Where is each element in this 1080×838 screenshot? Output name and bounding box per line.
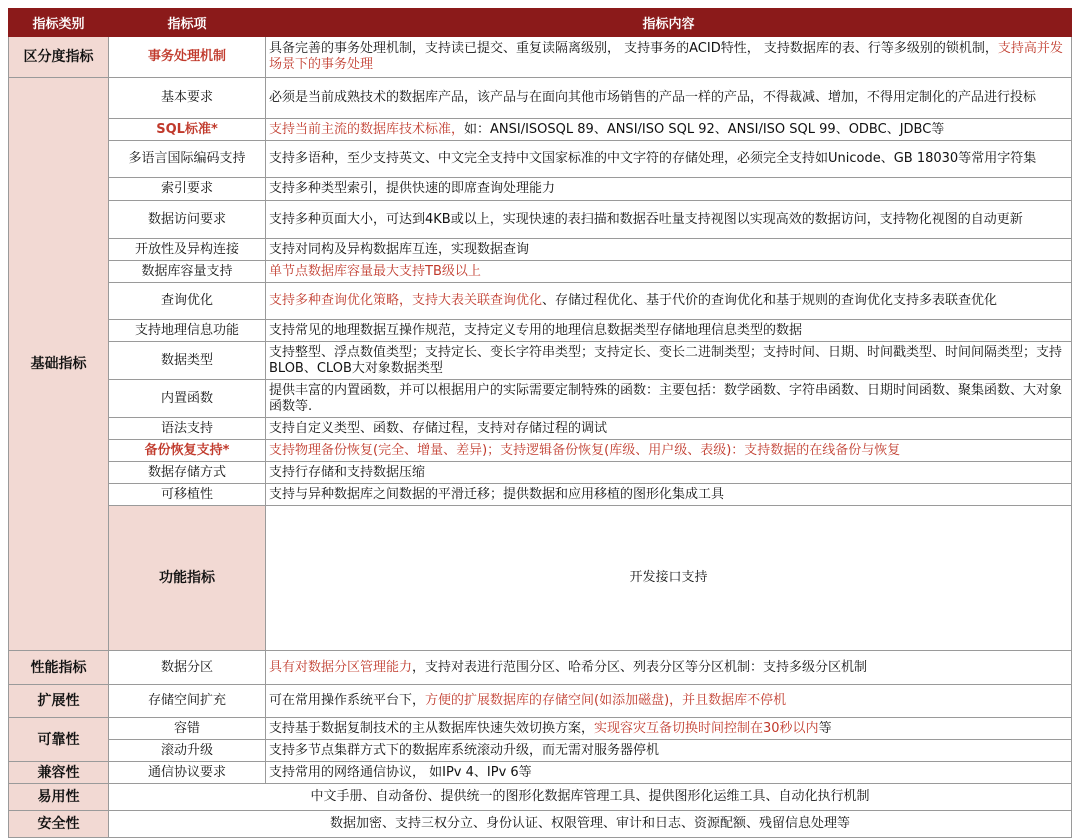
table-row	[9, 740, 1072, 762]
category-cell: 易用性	[9, 784, 109, 811]
item-cell: 可移植性	[109, 484, 266, 506]
content-cell: 单节点数据库容量最大支持TB级以上	[266, 261, 1072, 283]
item-cell: 数据库容量支持	[109, 261, 266, 283]
table-row	[9, 342, 1072, 380]
indicator-table	[8, 8, 1072, 838]
table-row	[9, 440, 1072, 462]
table-row	[9, 78, 1072, 119]
content-cell: 支持多种查询优化策略，支持大表关联查询优化、存储过程优化、基于代价的查询优化和基于规则的查询优化支持多表联查优化	[266, 283, 1072, 320]
indicator-table-container	[8, 8, 1071, 838]
item-cell: SQL标准*	[109, 119, 266, 141]
content-cell: 必须是当前成熟技术的数据库产品，该产品与在面向其他市场销售的产品一样的产品，不得裁减、增加，不得用定制化的产品进行投标	[266, 78, 1072, 119]
content-cell: 支持多种类型索引，提供快速的即席查询处理能力	[266, 178, 1072, 201]
content-cell: 支持常见的地理数据互操作规范，支持定义专用的地理信息数据类型存储地理信息类型的数据	[266, 320, 1072, 342]
item-cell: 数据分区	[109, 651, 266, 685]
item-cell: 数据存储方式	[109, 462, 266, 484]
table-row	[9, 320, 1072, 342]
content-cell: 中文手册、自动备份、提供统一的图形化数据库管理工具、提供图形化运维工具、自动化执行机制	[109, 784, 1072, 811]
content-cell: 支持整型、浮点数值类型；支持定长、变长字符串类型；支持定长、变长二进制类型；支持时间、日期、时间戳类型、时间间隔类型；支持BLOB、CLOB大对象数据类型	[266, 342, 1072, 380]
content-cell: 具备完善的事务处理机制，支持读已提交、重复读隔离级别， 支持事务的ACID特性， 支持数据库的表、行等多级别的锁机制，支持高并发场景下的事务处理	[266, 37, 1072, 78]
item-cell: 备份恢复支持*	[109, 440, 266, 462]
table-row	[9, 239, 1072, 261]
table-row	[9, 261, 1072, 283]
table-row	[9, 380, 1072, 418]
content-cell: 支持多语种，至少支持英文、中文完全支持中文国家标准的中文字符的存储处理，必须完全支持如Unicode、GB 18030等常用字符集	[266, 141, 1072, 178]
category-cell: 基础指标	[9, 78, 109, 651]
category-cell: 功能指标	[109, 506, 266, 651]
table-row	[9, 762, 1072, 784]
table-row	[9, 685, 1072, 718]
table-row	[9, 784, 1072, 811]
item-cell: 查询优化	[109, 283, 266, 320]
category-cell: 区分度指标	[9, 37, 109, 78]
item-cell: 语法支持	[109, 418, 266, 440]
category-cell: 可靠性	[9, 718, 109, 762]
item-cell: 通信协议要求	[109, 762, 266, 784]
table-row	[9, 506, 1072, 651]
header-content: 指标内容	[266, 9, 1072, 37]
content-cell: 支持多节点集群方式下的数据库系统滚动升级，而无需对服务器停机	[266, 740, 1072, 762]
item-cell: 索引要求	[109, 178, 266, 201]
content-cell: 支持物理备份恢复(完全、增量、差异)；支持逻辑备份恢复(库级、用户级、表级)：支持数据的在线备份与恢复	[266, 440, 1072, 462]
content-cell: 支持对同构及异构数据库互连，实现数据查询	[266, 239, 1072, 261]
content-cell: 支持当前主流的数据库技术标准，如：ANSI/ISOSQL 89、ANSI/ISO SQL 92、ANSI/ISO SQL 99、ODBC、JDBC等	[266, 119, 1072, 141]
table-row	[9, 811, 1072, 838]
table-row	[9, 418, 1072, 440]
table-row	[9, 484, 1072, 506]
table-row	[9, 651, 1072, 685]
table-row	[9, 201, 1072, 239]
table-row	[9, 462, 1072, 484]
item-cell: 开放性及异构连接	[109, 239, 266, 261]
content-cell: 支持多种页面大小，可达到4KB或以上，实现快速的表扫描和数据吞吐量支持视图以实现高效的数据访问，支持物化视图的自动更新	[266, 201, 1072, 239]
item-cell: 支持地理信息功能	[109, 320, 266, 342]
table-row	[9, 141, 1072, 178]
item-cell: 容错	[109, 718, 266, 740]
content-cell: 支持常用的网络通信协议， 如IPv 4、IPv 6等	[266, 762, 1072, 784]
table-row	[9, 37, 1072, 78]
table-row	[9, 178, 1072, 201]
item-cell: 数据访问要求	[109, 201, 266, 239]
header-category: 指标类别	[9, 9, 109, 37]
content-cell: 支持基于数据复制技术的主从数据库快速失效切换方案，实现容灾互备切换时间控制在30秒以内等	[266, 718, 1072, 740]
category-cell: 性能指标	[9, 651, 109, 685]
item-cell: 开发接口支持	[266, 506, 1072, 651]
item-cell: 多语言国际编码支持	[109, 141, 266, 178]
table-header-row	[9, 9, 1072, 37]
content-cell: 可在常用操作系统平台下，方便的扩展数据库的存储空间(如添加磁盘)，并且数据库不停机	[266, 685, 1072, 718]
item-cell: 存储空间扩充	[109, 685, 266, 718]
item-cell: 内置函数	[109, 380, 266, 418]
content-cell: 支持行存储和支持数据压缩	[266, 462, 1072, 484]
content-cell: 支持自定义类型、函数、存储过程，支持对存储过程的调试	[266, 418, 1072, 440]
category-cell: 扩展性	[9, 685, 109, 718]
content-cell: 支持与异种数据库之间数据的平滑迁移；提供数据和应用移植的图形化集成工具	[266, 484, 1072, 506]
content-cell: 数据加密、支持三权分立、身份认证、权限管理、审计和日志、资源配额、残留信息处理等	[109, 811, 1072, 838]
category-cell: 安全性	[9, 811, 109, 838]
table-row	[9, 718, 1072, 740]
item-cell: 滚动升级	[109, 740, 266, 762]
table-row	[9, 283, 1072, 320]
table-row	[9, 119, 1072, 141]
header-item: 指标项	[109, 9, 266, 37]
category-cell: 兼容性	[9, 762, 109, 784]
item-cell: 基本要求	[109, 78, 266, 119]
item-cell: 数据类型	[109, 342, 266, 380]
content-cell: 具有对数据分区管理能力，支持对表进行范围分区、哈希分区、列表分区等分区机制：支持多级分区机制	[266, 651, 1072, 685]
item-cell: 事务处理机制	[109, 37, 266, 78]
content-cell: 提供丰富的内置函数，并可以根据用户的实际需要定制特殊的函数：主要包括：数学函数、字符串函数、日期时间函数、聚集函数、大对象函数等.	[266, 380, 1072, 418]
